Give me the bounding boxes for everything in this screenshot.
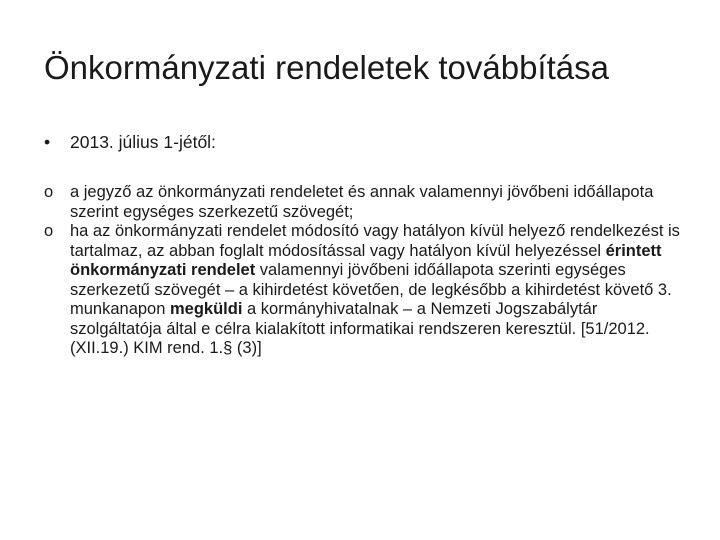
slide-title: Önkormányzati rendeletek továbbítása bbox=[44, 49, 609, 86]
bullet-text: 2013. július 1-jétől: bbox=[70, 132, 216, 152]
sub-bullet-marker: o bbox=[44, 222, 54, 240]
sub-bullet-list bbox=[44, 183, 684, 359]
emphasis-text: megküldi bbox=[170, 300, 243, 318]
bullet-marker: • bbox=[44, 132, 51, 152]
text-run: a kormányhivatalnak – a Nemzeti Jogszabálytár szolgáltatója által e célra kialakított informatikai rendszeren keresztül. [51/2012. (XII.19.) KIM rend. 1.§ (3)] bbox=[70, 300, 650, 357]
bullet-item bbox=[44, 130, 684, 154]
sub-bullet-item-1 bbox=[44, 183, 684, 222]
sub-bullet-text bbox=[70, 222, 684, 359]
emphasis-text: érintett önkormányzati rendelet bbox=[70, 241, 662, 279]
sub-bullet-text: a jegyző az önkormányzati rendeletet és annak valamennyi jövőbeni időállapota szerint egységes szerkezetű szövegét; bbox=[70, 183, 654, 221]
text-run: ha az önkormányzati rendelet módosító vagy hatályon kívül helyező rendelkezést is tartalmaz, az abban foglalt módosítással vagy hatályon kívül helyezéssel bbox=[70, 222, 680, 260]
sub-bullet-item-2 bbox=[44, 222, 684, 359]
text-run: valamennyi jövőbeni időállapota szerinti egységes szerkezetű szövegét – a kihirdetést követően, de legkésőbb a kihirdetést követő 3. munkanapon bbox=[70, 261, 672, 318]
sub-bullet-marker: o bbox=[44, 183, 54, 201]
